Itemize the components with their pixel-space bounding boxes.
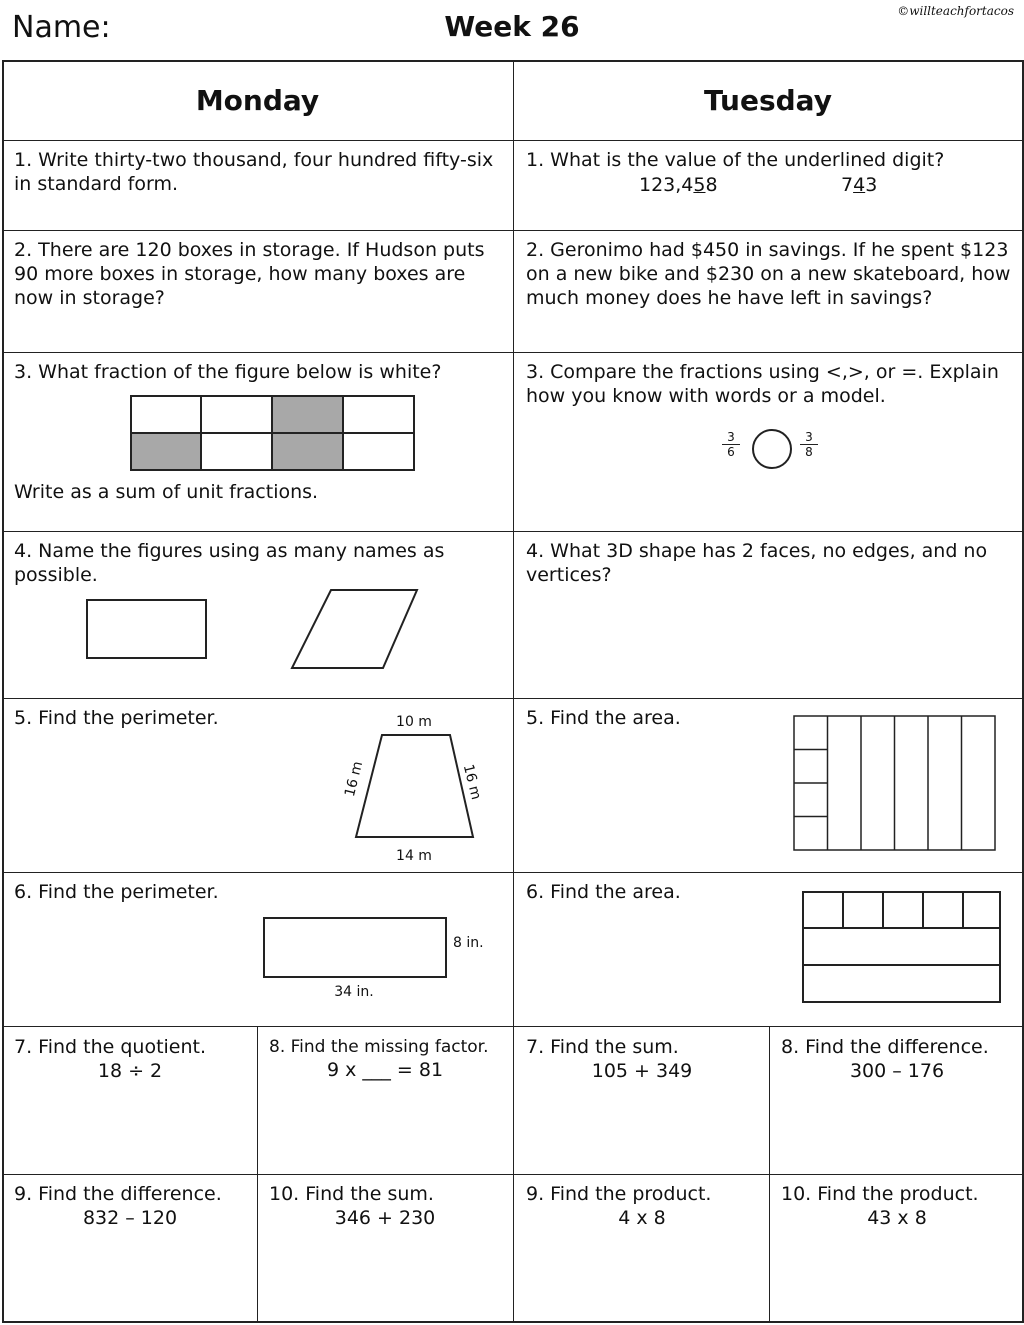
tuesday-question-7: 7. Find the sum. xyxy=(526,1036,679,1058)
monday-question-3-sub: Write as a sum of unit fractions. xyxy=(14,481,319,503)
trapezoid-top-label: 10 m xyxy=(396,714,432,730)
fraction-left: 3 6 xyxy=(722,430,740,459)
monday-question-9-expr: 832 – 120 xyxy=(82,1207,178,1229)
shaded-cell xyxy=(272,396,343,433)
parallelogram-shape xyxy=(292,590,417,668)
monday-heading: Monday xyxy=(195,84,320,117)
area-grid-figure-1 xyxy=(793,715,997,853)
monday-question-10-expr: 346 + 230 xyxy=(334,1207,436,1229)
fraction-right: 3 8 xyxy=(800,430,818,459)
rectangle-side-label: 8 in. xyxy=(453,935,484,951)
shaded-fraction-figure xyxy=(130,395,416,473)
trapezoid-figure xyxy=(330,705,500,865)
rectangle-perimeter-figure xyxy=(262,916,492,1004)
tuesday-question-10: 10. Find the product. xyxy=(781,1183,979,1205)
monday-question-7-expr: 18 ÷ 2 xyxy=(97,1060,163,1082)
monday-question-8: 8. Find the missing factor. xyxy=(269,1037,489,1057)
tuesday-question-2: 2. Geronimo had $450 in savings. If he spent $123 on a new bike and $230 on a new skateboard, how much money does he have left in savings? xyxy=(526,239,1011,309)
underlined-number-2: 743 xyxy=(841,174,878,196)
rectangle-bottom-label: 34 in. xyxy=(334,984,374,1000)
compare-circle[interactable] xyxy=(751,428,793,470)
credit-text: ©willteachfortacos xyxy=(897,4,1014,18)
monday-question-7: 7. Find the quotient. xyxy=(14,1036,207,1058)
tuesday-question-8-expr: 300 – 176 xyxy=(849,1060,945,1082)
tuesday-question-7-expr: 105 + 349 xyxy=(591,1060,693,1082)
monday-question-5: 5. Find the perimeter. xyxy=(14,707,219,729)
tuesday-question-9: 9. Find the product. xyxy=(526,1183,712,1205)
shaded-cell xyxy=(272,433,343,470)
rectangle-shape xyxy=(87,600,206,658)
tuesday-question-8: 8. Find the difference. xyxy=(781,1036,989,1058)
trapezoid-bottom-label: 14 m xyxy=(396,848,432,864)
week-title: Week 26 xyxy=(444,10,580,43)
trapezoid-left-label: 16 m xyxy=(342,759,367,799)
monday-question-6: 6. Find the perimeter. xyxy=(14,881,219,903)
monday-question-8-expr: 9 x ___ = 81 xyxy=(326,1059,444,1081)
tuesday-question-4: 4. What 3D shape has 2 faces, no edges, and no vertices? xyxy=(526,540,988,586)
tuesday-question-6: 6. Find the area. xyxy=(526,881,681,903)
tuesday-question-10-expr: 43 x 8 xyxy=(867,1207,927,1229)
tuesday-question-1: 1. What is the value of the underlined digit? xyxy=(526,149,945,171)
figures-rectangle-parallelogram xyxy=(85,588,425,670)
underlined-number-1: 123,458 xyxy=(639,174,718,196)
tuesday-heading: Tuesday xyxy=(704,84,832,117)
monday-question-1: 1. Write thirty-two thousand, four hundred fifty-six in standard form. xyxy=(14,149,494,195)
area-grid-figure-2 xyxy=(801,890,1002,1004)
tuesday-question-9-expr: 4 x 8 xyxy=(618,1207,666,1229)
monday-question-2: 2. There are 120 boxes in storage. If Hudson puts 90 more boxes in storage, how many boxes are now in storage? xyxy=(14,239,485,309)
monday-question-4: 4. Name the figures using as many names as possible. xyxy=(14,540,445,586)
tuesday-question-5: 5. Find the area. xyxy=(526,707,681,729)
trapezoid-right-label: 16 m xyxy=(459,762,484,802)
shaded-cell xyxy=(131,433,202,470)
monday-question-9: 9. Find the difference. xyxy=(14,1183,222,1205)
tuesday-question-3: 3. Compare the fractions using <,>, or =. Explain how you know with words or a model. xyxy=(526,361,999,407)
trapezoid-shape xyxy=(356,735,473,837)
name-label: Name: xyxy=(12,10,111,45)
monday-question-3: 3. What fraction of the figure below is white? xyxy=(14,361,442,383)
monday-question-10: 10. Find the sum. xyxy=(269,1183,434,1205)
